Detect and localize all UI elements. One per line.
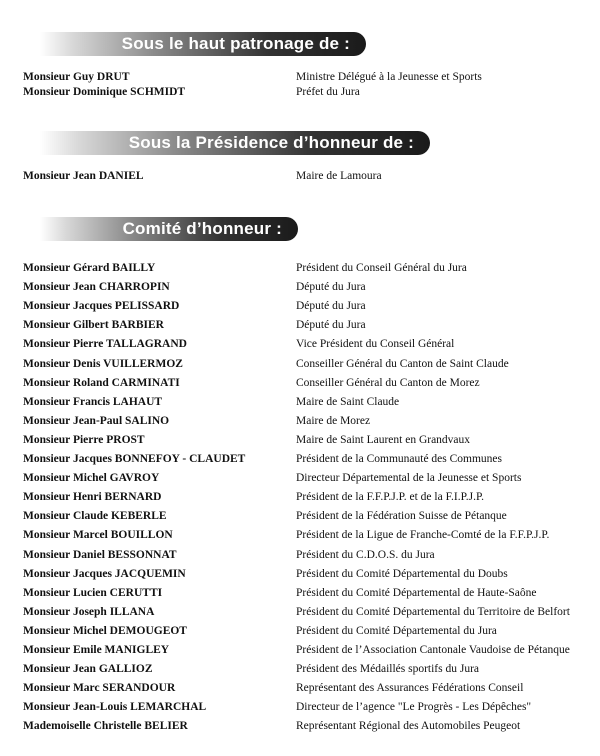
person-name: Monsieur Michel GAVROY	[23, 472, 160, 485]
person-role: Député du Jura	[296, 281, 366, 294]
section-title-patronage: Sous le haut patronage de :	[121, 34, 350, 53]
person-name: Monsieur Daniel BESSONNAT	[23, 548, 177, 561]
section-banner-presidence	[40, 131, 430, 155]
comite-row	[0, 641, 600, 660]
comite-row	[0, 622, 600, 641]
comite-row	[0, 355, 600, 374]
person-role: Maire de Morez	[296, 414, 371, 427]
patronage-row	[0, 83, 600, 102]
person-name: Monsieur Gilbert BARBIER	[23, 319, 164, 332]
section-banner-comite	[40, 217, 298, 241]
person-name: Monsieur Jacques JACQUEMIN	[23, 567, 186, 580]
comite-row	[0, 278, 600, 297]
person-name: Monsieur Roland CARMINATI	[23, 376, 180, 389]
comite-row	[0, 584, 600, 603]
person-role: Ministre Délégué à la Jeunesse et Sports	[296, 71, 482, 83]
person-name: Mademoiselle Christelle BELIER	[23, 720, 188, 733]
person-name: Monsieur Gérard BAILLY	[23, 262, 156, 274]
person-name: Monsieur Claude KEBERLE	[23, 510, 167, 523]
person-role: Président de la Communauté des Communes	[296, 453, 503, 465]
comite-row	[0, 565, 600, 584]
person-role: Maire de Saint Claude	[296, 395, 400, 408]
person-name: Monsieur Jean-Paul SALINO	[23, 414, 170, 427]
person-role: Représentant Régional des Automobiles Peugeot	[296, 720, 521, 733]
person-role: Président du Comité Départemental du Doubs	[296, 567, 508, 580]
person-role: Directeur de l’agence "Le Progrès - Les Dépêches"	[296, 701, 532, 714]
person-role: Directeur Départemental de la Jeunesse et Sports	[296, 472, 522, 485]
person-role: Conseiller Général du Canton de Morez	[296, 376, 480, 389]
person-name: Monsieur Pierre TALLAGRAND	[23, 338, 187, 351]
person-name: Monsieur Pierre PROST	[23, 433, 145, 446]
person-role: Président du Comité Départemental du Jura	[296, 624, 497, 637]
person-name: Monsieur Dominique SCHMIDT	[23, 86, 186, 98]
person-name: Monsieur Jean CHARROPIN	[23, 281, 170, 294]
comite-row	[0, 603, 600, 622]
person-name: Monsieur Lucien CERUTTI	[23, 586, 163, 599]
person-role: Président des Médaillés sportifs du Jura	[296, 663, 480, 676]
person-role: Président de la Ligue de Franche-Comté de la F.F.P.J.P.	[296, 529, 550, 542]
comite-row	[0, 335, 600, 354]
person-name: Monsieur Francis LAHAUT	[23, 395, 163, 408]
comite-row	[0, 698, 600, 717]
comite-row	[0, 488, 600, 507]
person-role: Maire de Saint Laurent en Grandvaux	[296, 433, 471, 446]
comite-row	[0, 412, 600, 431]
comite-row	[0, 679, 600, 698]
comite-row	[0, 469, 600, 488]
presidence-row	[0, 167, 600, 186]
person-name: Monsieur Jean GALLIOZ	[23, 663, 153, 676]
person-name: Monsieur Jacques PELISSARD	[23, 300, 180, 313]
person-role: Député du Jura	[296, 300, 366, 313]
person-role: Président du Conseil Général du Jura	[296, 262, 467, 274]
person-role: Maire de Lamoura	[296, 170, 382, 182]
section-title-presidence: Sous la Présidence d’honneur de :	[128, 133, 414, 152]
person-role: Vice Président du Conseil Général	[296, 338, 455, 351]
person-role: Président de la F.F.P.J.P. et de la F.I.P.J.P.	[296, 491, 484, 504]
comite-row	[0, 374, 600, 393]
person-name: Monsieur Jean-Louis LEMARCHAL	[23, 701, 207, 714]
person-name: Monsieur Michel DEMOUGEOT	[23, 624, 187, 637]
person-name: Monsieur Emile MANIGLEY	[23, 644, 170, 656]
comite-row	[0, 297, 600, 316]
comite-row	[0, 526, 600, 545]
section-banner-patronage	[40, 32, 366, 56]
comite-row	[0, 546, 600, 565]
person-role: Président du Comité Départemental de Haute-Saône	[296, 586, 537, 599]
person-name: Monsieur Denis VUILLERMOZ	[23, 357, 183, 370]
person-name: Monsieur Jacques BONNEFOY - CLAUDET	[23, 453, 246, 465]
comite-row	[0, 259, 600, 278]
person-name: Monsieur Guy DRUT	[23, 71, 130, 83]
person-name: Monsieur Joseph ILLANA	[23, 605, 155, 618]
person-role: Président du C.D.O.S. du Jura	[296, 548, 435, 561]
person-name: Monsieur Marcel BOUILLON	[23, 529, 173, 542]
person-name: Monsieur Jean DANIEL	[23, 170, 144, 182]
person-role: Représentant des Assurances Fédérations Conseil	[296, 682, 524, 695]
comite-row	[0, 431, 600, 450]
comite-row	[0, 393, 600, 412]
person-role: Préfet du Jura	[296, 86, 360, 98]
comite-row	[0, 450, 600, 469]
person-role: Conseiller Général du Canton de Saint Claude	[296, 357, 509, 370]
comite-row	[0, 316, 600, 335]
person-name: Monsieur Henri BERNARD	[23, 491, 162, 504]
comite-row	[0, 507, 600, 526]
comite-row	[0, 717, 600, 736]
section-title-comite: Comité d’honneur :	[122, 219, 282, 238]
person-role: Président du Comité Départemental du Territoire de Belfort	[296, 605, 570, 618]
person-role: Député du Jura	[296, 319, 366, 332]
person-name: Monsieur Marc SERANDOUR	[23, 682, 176, 695]
person-role: Président de la Fédération Suisse de Pétanque	[296, 510, 507, 523]
comite-row	[0, 660, 600, 679]
person-role: Président de l’Association Cantonale Vaudoise de Pétanque	[296, 644, 570, 656]
